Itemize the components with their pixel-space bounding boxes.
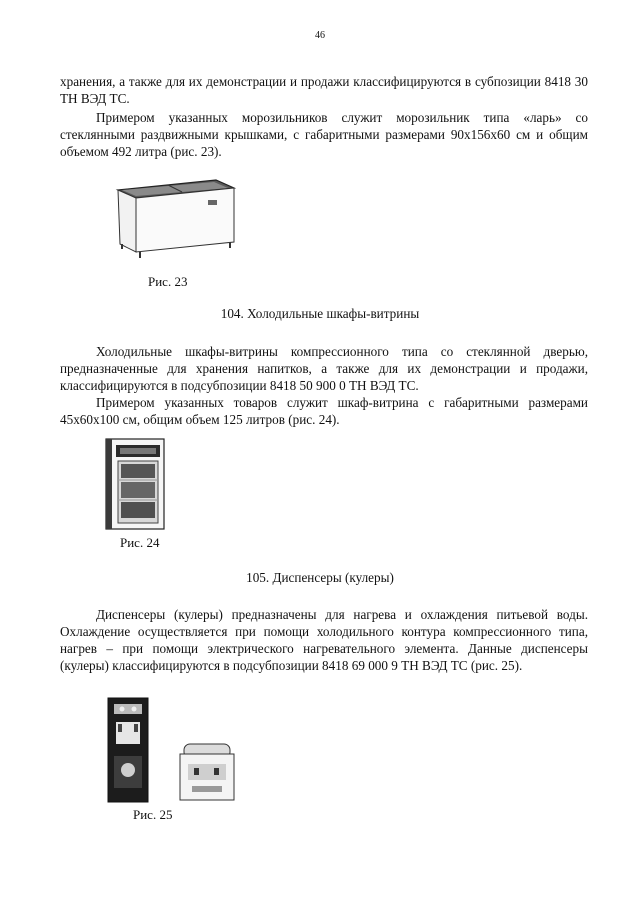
page-number: 46: [315, 30, 325, 41]
paragraph-water-dispensers: Диспенсеры (кулеры) предназначены для нагрева и охлаждения питьевой воды. Охлаждение осуществляется при помощи холодильного контура компрессионного типа, нагрев – при помощи электрического нагревательного элемента. Данные диспенсеры (кулеры) классифицируются в подсубпозиции 8418 69 000 9 ТН ВЭД ТС (рис. 25).: [60, 607, 588, 673]
figure-24-caption: Рис. 24: [120, 535, 160, 550]
section-heading-105: 105. Диспенсеры (кулеры): [246, 570, 394, 585]
chest-freezer-image: [112, 176, 236, 262]
paragraph-freezer-example: Примером указанных морозильников служит морозильник типа «ларь» со стеклянными раздвижными крышками, с габаритными размерами 90x156x60 см и общим объемом 492 литра (рис. 23).: [60, 110, 588, 159]
figure-23-caption: Рис. 23: [148, 274, 188, 289]
water-coolers-image: [106, 694, 256, 806]
paragraph-display-cabinets: Холодильные шкафы-витрины компрессионного типа со стеклянной дверью, предназначенные для хранения напитков, а также для их демонстрации и продажи, классифицируются в подсубпозиции 8418 50 900 0 ТН ВЭД ТС.: [60, 344, 588, 393]
figure-25-caption: Рис. 25: [133, 807, 173, 822]
paragraph-classification-8418-30: хранения, а также для их демонстрации и продажи классифицируются в субпозиции 8418 30 ТН ВЭД ТС.: [60, 74, 588, 106]
display-cabinet-image: [104, 437, 168, 533]
section-heading-104: 104. Холодильные шкафы-витрины: [220, 306, 420, 321]
paragraph-display-cabinet-example: Примером указанных товаров служит шкаф-витрина с габаритными размерами 45x60x100 см, общим объем 125 литров (рис. 24).: [60, 395, 588, 427]
